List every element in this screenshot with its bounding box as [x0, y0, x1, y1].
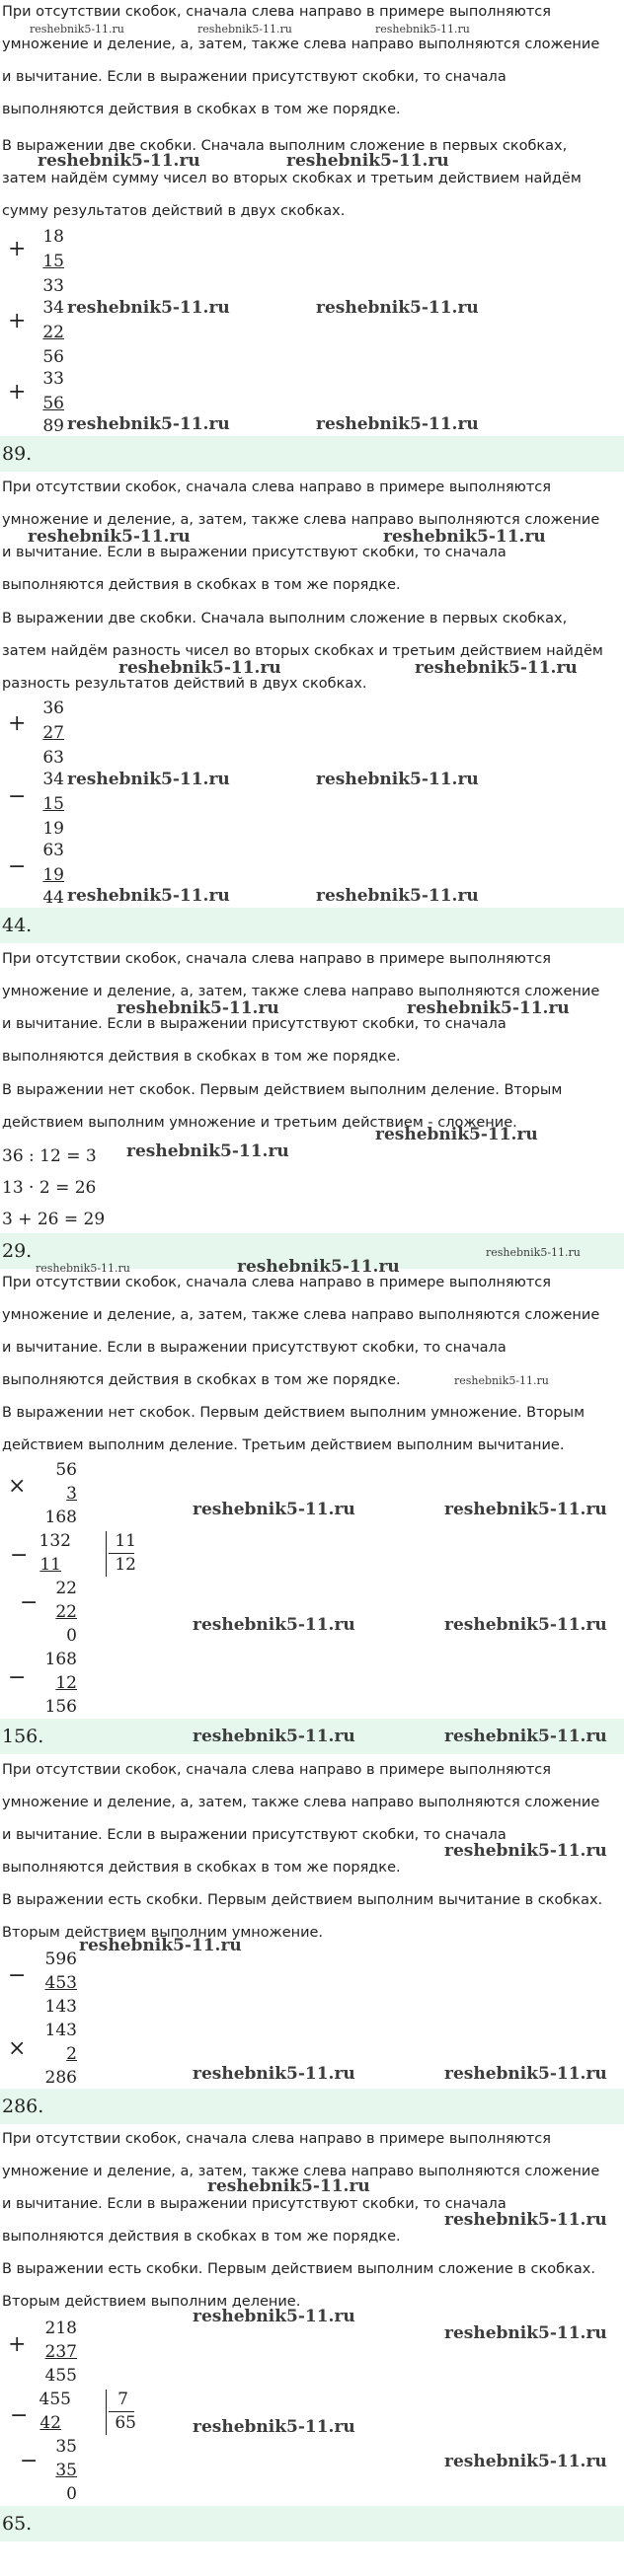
partial-product: 35: [55, 2461, 77, 2480]
operand: 168: [44, 1650, 77, 1669]
intro-line-2: умножение и деление, а, затем, также слева направо выполняются сложение: [2, 512, 600, 528]
watermark: reshebnik5-11.ru: [444, 1841, 607, 1861]
minus-sign: −: [10, 2403, 29, 2428]
watermark: reshebnik5-11.ru: [316, 414, 479, 434]
answer: 89.: [2, 443, 33, 465]
plus-sign: +: [8, 380, 27, 405]
minus-sign: −: [8, 784, 27, 809]
operand: 596: [44, 1950, 77, 1969]
answer: 286.: [2, 2096, 44, 2117]
operand: 218: [44, 2318, 77, 2338]
intro-line-1: При отсутствии скобок, сначала слева направо в примере выполняются: [2, 1275, 552, 1290]
intro-line-3: и вычитание. Если в выражении присутствуют скобки, то сначала: [2, 1016, 507, 1032]
operand: 2: [66, 2044, 77, 2064]
operand: 34: [42, 298, 64, 318]
operand: 33: [42, 369, 64, 389]
block6-desc-1: В выражении есть скобки. Первым действием выполним сложение в скобках.: [2, 2261, 595, 2277]
operand: 143: [44, 2021, 77, 2040]
block3-desc-1: В выражении нет скобок. Первым действием выполним деление. Вторым: [2, 1082, 563, 1098]
result: 286: [44, 2068, 77, 2088]
watermark: reshebnik5-11.ru: [126, 1141, 289, 1161]
intro-line-3: и вычитание. Если в выражении присутствуют скобки, то сначала: [2, 2196, 507, 2212]
block2-desc-1: В выражении две скобки. Сначала выполним сложение в первых скобках,: [2, 611, 568, 626]
quotient-line: [109, 1553, 134, 1554]
watermark: reshebnik5-11.ru: [193, 1615, 355, 1635]
watermark: reshebnik5-11.ru: [193, 1500, 355, 1519]
operand: 15: [42, 252, 64, 271]
operand: 36: [42, 699, 64, 718]
watermark: reshebnik5-11.ru: [486, 1246, 581, 1259]
minus-sign: −: [20, 2449, 39, 2473]
watermark: reshebnik5-11.ru: [415, 658, 578, 678]
block4-desc-2: действием выполним деление. Третьим действием выполним вычитание.: [2, 1437, 565, 1453]
watermark: reshebnik5-11.ru: [375, 23, 470, 36]
watermark: reshebnik5-11.ru: [28, 527, 191, 547]
operand: 56: [55, 1460, 77, 1480]
watermark: reshebnik5-11.ru: [316, 886, 479, 906]
minus-sign: −: [10, 1543, 29, 1568]
intro-line-4: выполняются действия в скобках в том же порядке.: [2, 2229, 401, 2245]
result: 56: [42, 347, 64, 367]
block1-desc-1: В выражении две скобки. Сначала выполним сложение в первых скобках,: [2, 138, 568, 154]
watermark: reshebnik5-11.ru: [444, 2323, 607, 2343]
remainder: 0: [66, 2484, 77, 2504]
intro-line-2: умножение и деление, а, затем, также слева направо выполняются сложение: [2, 1795, 600, 1810]
block5-desc-2: Вторым действием выполним умножение.: [2, 1925, 324, 1941]
operand: 3: [66, 1484, 77, 1504]
block1-desc-3: сумму результатов действий в двух скобках.: [2, 203, 346, 219]
operand: 56: [42, 394, 64, 413]
watermark: reshebnik5-11.ru: [117, 998, 279, 1018]
operand: 453: [44, 1973, 77, 1993]
partial-product: 22: [55, 1602, 77, 1622]
partial-product: 42: [39, 2413, 61, 2433]
divisor: 11: [115, 1531, 136, 1551]
answer: 29.: [2, 1240, 33, 1262]
times-sign: ×: [8, 2036, 27, 2061]
watermark: reshebnik5-11.ru: [286, 151, 449, 171]
watermark: reshebnik5-11.ru: [316, 298, 479, 318]
minus-sign: −: [8, 1665, 27, 1690]
operand: 18: [42, 227, 64, 247]
answer-band: [0, 2089, 624, 2124]
intro-line-1: При отсутствии скобок, сначала слева направо в примере выполняются: [2, 4, 552, 20]
divisor: 7: [117, 2390, 128, 2409]
plus-sign: +: [8, 711, 27, 736]
operand: 12: [55, 1673, 77, 1693]
watermark: reshebnik5-11.ru: [38, 151, 200, 171]
minus-sign: −: [8, 1963, 27, 1988]
watermark: reshebnik5-11.ru: [444, 2064, 607, 2084]
operand: 237: [44, 2342, 77, 2362]
remainder: 22: [55, 1579, 77, 1598]
watermark: reshebnik5-11.ru: [118, 658, 281, 678]
partial-product: 11: [39, 1555, 61, 1575]
intro-line-2: умножение и деление, а, затем, также слева направо выполняются сложение: [2, 37, 600, 52]
dividend: 455: [39, 2390, 71, 2409]
intro-line-3: и вычитание. Если в выражении присутствуют скобки, то сначала: [2, 1827, 507, 1843]
answer-band: [0, 2506, 624, 2541]
result: 19: [42, 819, 64, 839]
watermark: reshebnik5-11.ru: [30, 23, 124, 36]
watermark: reshebnik5-11.ru: [193, 1727, 355, 1746]
watermark: reshebnik5-11.ru: [193, 2307, 355, 2326]
remainder: 35: [55, 2437, 77, 2457]
intro-line-1: При отсутствии скобок, сначала слева направо в примере выполняются: [2, 479, 552, 495]
intro-line-3: и вычитание. Если в выражении присутствуют скобки, то сначала: [2, 545, 507, 560]
result: 143: [44, 1997, 77, 2017]
result: 455: [44, 2366, 77, 2386]
watermark: reshebnik5-11.ru: [375, 1125, 538, 1144]
quotient-line: [109, 2411, 134, 2412]
operand: 22: [42, 323, 64, 342]
watermark: reshebnik5-11.ru: [444, 1500, 607, 1519]
intro-line-4: выполняются действия в скобках в том же порядке.: [2, 1049, 401, 1065]
watermark: reshebnik5-11.ru: [193, 2417, 355, 2437]
result: 63: [42, 748, 64, 768]
block2-desc-2: затем найдём разность чисел во вторых скобках и третьим действием найдём: [2, 643, 603, 659]
intro-line-4: выполняются действия в скобках в том же порядке.: [2, 1860, 401, 1876]
minus-sign: −: [8, 854, 27, 879]
intro-line-3: и вычитание. Если в выражении присутствуют скобки, то сначала: [2, 1340, 507, 1356]
block6-desc-2: Вторым действием выполним деление.: [2, 2294, 301, 2310]
intro-line-3: и вычитание. Если в выражении присутствуют скобки, то сначала: [2, 69, 507, 85]
dividend: 132: [39, 1531, 71, 1551]
quotient: 12: [115, 1555, 136, 1575]
minus-sign: −: [20, 1590, 39, 1615]
watermark: reshebnik5-11.ru: [67, 298, 230, 318]
answer-band: [0, 908, 624, 943]
watermark: reshebnik5-11.ru: [407, 998, 570, 1018]
watermark: reshebnik5-11.ru: [197, 23, 292, 36]
result: 33: [42, 276, 64, 296]
watermark: reshebnik5-11.ru: [67, 886, 230, 906]
intro-line-4: выполняются действия в скобках в том же порядке.: [2, 1372, 401, 1388]
intro-line-2: умножение и деление, а, затем, также слева направо выполняются сложение: [2, 1307, 600, 1323]
watermark: reshebnik5-11.ru: [444, 1727, 607, 1746]
block5-desc-1: В выражении есть скобки. Первым действием выполним вычитание в скобках.: [2, 1892, 603, 1908]
block4-desc-1: В выражении нет скобок. Первым действием выполним умножение. Вторым: [2, 1405, 585, 1421]
intro-line-4: выполняются действия в скобках в том же порядке.: [2, 102, 401, 117]
watermark: reshebnik5-11.ru: [67, 770, 230, 789]
plus-sign: +: [8, 2332, 27, 2357]
result: 44: [42, 888, 64, 908]
watermark: reshebnik5-11.ru: [454, 1374, 549, 1387]
watermark: reshebnik5-11.ru: [79, 1936, 242, 1955]
answer: 65.: [2, 2513, 33, 2535]
times-sign: ×: [8, 1474, 27, 1499]
plus-sign: +: [8, 309, 27, 333]
block3-desc-2: действием выполним умножение и третьим действием - сложение.: [2, 1115, 517, 1131]
watermark: reshebnik5-11.ru: [36, 1262, 130, 1275]
block2-desc-3: разность результатов действий в двух скобках.: [2, 676, 367, 692]
intro-line-2: умножение и деление, а, затем, также слева направо выполняются сложение: [2, 984, 600, 999]
operand: 27: [42, 723, 64, 743]
result: 156: [44, 1697, 77, 1717]
watermark: reshebnik5-11.ru: [444, 2452, 607, 2471]
operand: 63: [42, 841, 64, 860]
intro-line-2: умножение и деление, а, затем, также слева направо выполняются сложение: [2, 2164, 600, 2179]
answer: 44.: [2, 915, 33, 936]
intro-line-4: выполняются действия в скобках в том же порядке.: [2, 577, 401, 593]
watermark: reshebnik5-11.ru: [207, 2176, 370, 2196]
block1-desc-2: затем найдём сумму чисел во вторых скобках и третьим действием найдём: [2, 171, 582, 186]
answer: 156.: [2, 1726, 44, 1747]
quotient: 65: [115, 2413, 136, 2433]
operand: 15: [42, 794, 64, 814]
intro-line-1: При отсутствии скобок, сначала слева направо в примере выполняются: [2, 951, 552, 967]
watermark: reshebnik5-11.ru: [193, 2064, 355, 2084]
watermark: reshebnik5-11.ru: [444, 1615, 607, 1635]
plus-sign: +: [8, 237, 27, 261]
operand: 34: [42, 770, 64, 789]
intro-line-1: При отсутствии скобок, сначала слева направо в примере выполняются: [2, 1762, 552, 1778]
watermark: reshebnik5-11.ru: [316, 770, 479, 789]
watermark: reshebnik5-11.ru: [444, 2210, 607, 2230]
remainder: 0: [66, 1626, 77, 1646]
watermark: reshebnik5-11.ru: [383, 527, 546, 547]
result: 89: [42, 416, 64, 436]
equation: 13 · 2 = 26: [2, 1178, 97, 1198]
answer-band: [0, 436, 624, 472]
watermark: reshebnik5-11.ru: [67, 414, 230, 434]
operand: 19: [42, 865, 64, 885]
intro-line-1: При отсутствии скобок, сначала слева направо в примере выполняются: [2, 2131, 552, 2147]
equation: 36 : 12 = 3: [2, 1146, 97, 1166]
result: 168: [44, 1508, 77, 1527]
watermark: reshebnik5-11.ru: [237, 1257, 400, 1277]
equation: 3 + 26 = 29: [2, 1210, 106, 1229]
